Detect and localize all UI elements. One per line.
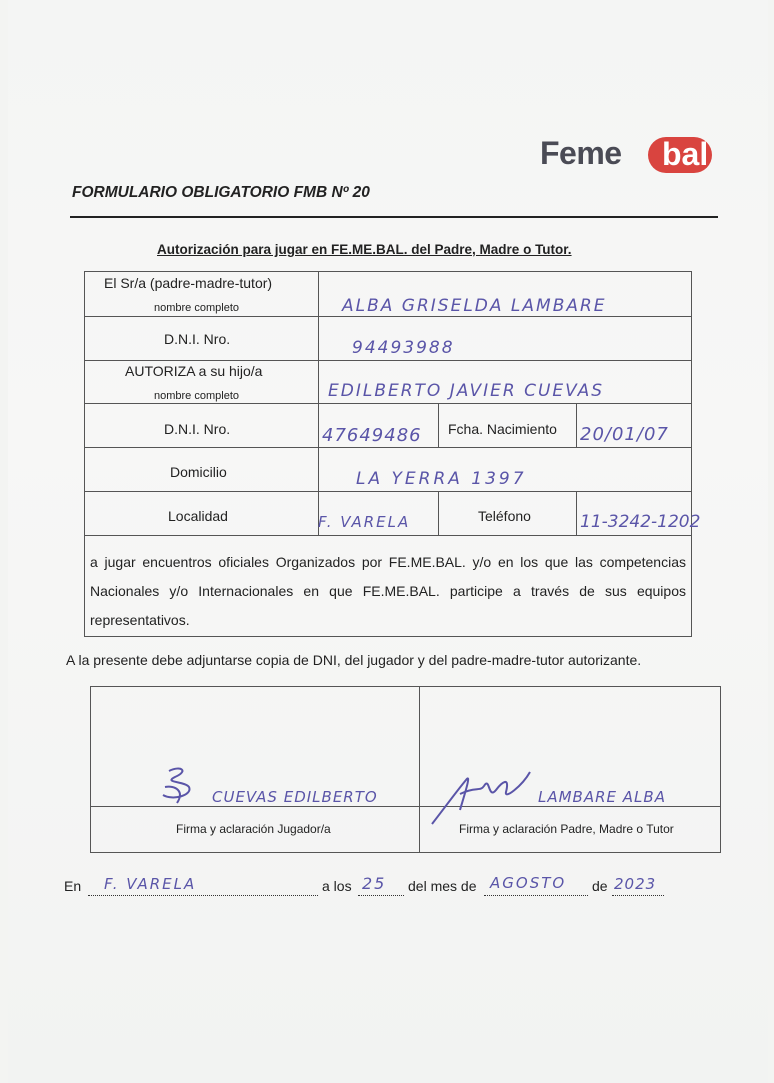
row-divider bbox=[84, 316, 692, 317]
guardian-signature-mark bbox=[426, 766, 546, 830]
player-signature-mark bbox=[155, 765, 215, 807]
player-signature-caption: Firma y aclaración Jugador/a bbox=[176, 822, 331, 836]
form-subtitle: Autorización para jugar en FE.ME.BAL. del Padre, Madre o Tutor. bbox=[157, 242, 572, 257]
form-title: FORMULARIO OBLIGATORIO FMB Nº 20 bbox=[72, 184, 370, 201]
sig-border-right bbox=[720, 686, 721, 853]
year-value: 2023 bbox=[614, 875, 657, 893]
row-divider bbox=[84, 403, 692, 404]
table-border-left bbox=[84, 271, 85, 637]
column-divider bbox=[576, 491, 577, 535]
address-label: Domicilio bbox=[170, 464, 227, 480]
column-divider bbox=[318, 271, 319, 535]
city-label: Localidad bbox=[168, 508, 228, 524]
title-rule bbox=[70, 216, 718, 218]
player-signature-name: CUEVAS EDILBERTO bbox=[212, 788, 378, 806]
en-label: En bbox=[64, 878, 82, 894]
address-value: LA YERRA 1397 bbox=[356, 469, 527, 489]
column-divider bbox=[438, 491, 439, 535]
sig-column-divider bbox=[419, 686, 420, 853]
column-divider bbox=[576, 403, 577, 447]
authorizes-label: AUTORIZA a su hijo/a bbox=[125, 363, 263, 379]
sig-border-left bbox=[90, 686, 91, 853]
child-dni-label: D.N.I. Nro. bbox=[164, 421, 231, 437]
column-divider bbox=[438, 403, 439, 447]
guardian-signature-name: LAMBARE ALBA bbox=[538, 788, 666, 806]
row-divider bbox=[84, 447, 692, 448]
row-divider bbox=[84, 360, 692, 361]
child-name-hint: nombre completo bbox=[154, 390, 239, 402]
birth-date-label: Fcha. Nacimiento bbox=[448, 421, 557, 437]
logo-pill bbox=[648, 137, 712, 173]
place-value: F. VARELA bbox=[104, 875, 197, 893]
table-border-right bbox=[691, 271, 692, 637]
guardian-dni-label: D.N.I. Nro. bbox=[164, 331, 231, 347]
child-dni-value: 47649486 bbox=[322, 425, 422, 446]
row-divider bbox=[84, 535, 692, 536]
sig-border-top bbox=[90, 686, 721, 687]
child-name-value: EDILBERTO JAVIER CUEVAS bbox=[328, 381, 605, 401]
logo-text-pill: bal bbox=[662, 136, 709, 172]
logo-text-left: Feme bbox=[540, 135, 622, 171]
month-value: AGOSTO bbox=[490, 874, 567, 892]
phone-value: 11-3242-1202 bbox=[580, 512, 701, 532]
row-divider bbox=[84, 491, 692, 492]
guardian-label: El Sr/a (padre-madre-tutor) bbox=[104, 275, 273, 291]
birth-date-value: 20/01/07 bbox=[580, 424, 669, 445]
city-value: F. VARELA bbox=[318, 513, 411, 531]
guardian-dni-value: 94493988 bbox=[352, 338, 455, 358]
mes-label: del mes de bbox=[408, 878, 477, 894]
table-border-top bbox=[84, 271, 692, 272]
guardian-name-hint: nombre completo bbox=[154, 302, 239, 314]
guardian-name-value: ALBA GRISELDA LAMBARE bbox=[342, 296, 607, 316]
sig-border-bottom bbox=[90, 852, 721, 853]
a-los-label: a los bbox=[322, 878, 352, 894]
day-value: 25 bbox=[362, 874, 387, 893]
guardian-signature-caption: Firma y aclaración Padre, Madre o Tutor bbox=[459, 822, 674, 836]
attachment-note: A la presente debe adjuntarse copia de DNI, del jugador y del padre-madre-tutor autorizante. bbox=[66, 652, 642, 668]
phone-label: Teléfono bbox=[478, 508, 531, 524]
de-label: de bbox=[592, 878, 608, 894]
authorization-paragraph: a jugar encuentros oficiales Organizados por FE.ME.BAL. y/o en los que las competencias Nacionales y/o Internacionales en que FE.ME.BAL. participe a través de sus equipos representativos. bbox=[90, 554, 686, 628]
table-border-bottom bbox=[84, 636, 692, 637]
